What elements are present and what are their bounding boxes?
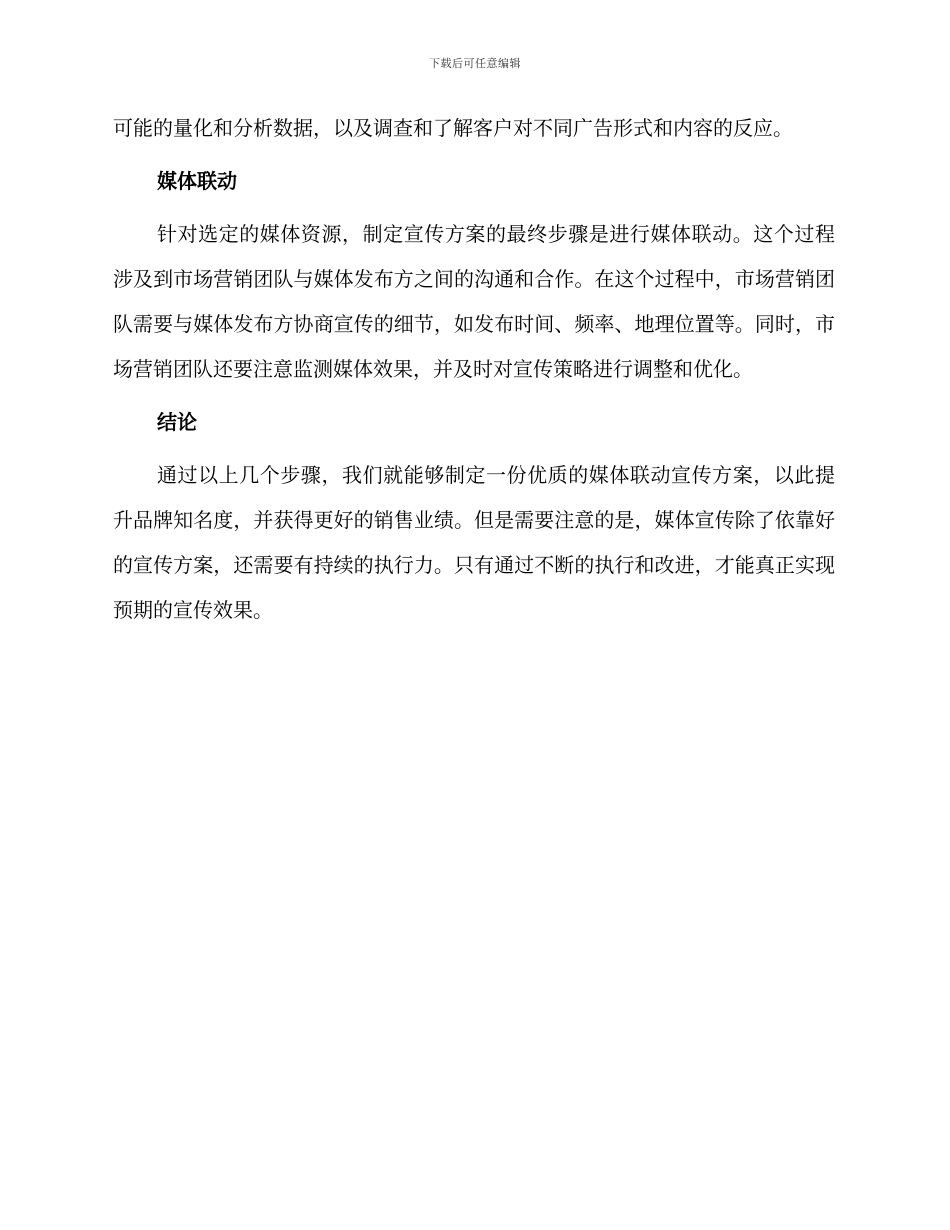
section-paragraph-conclusion: 通过以上几个步骤，我们就能够制定一份优质的媒体联动宣传方案，以此提升品牌知名度，并获得更好的销售业绩。但是需要注意的是，媒体宣传除了依靠好的宣传方案，还需要有持续的执行力。只有通过不断的执行和改进，才能真正实现预期的宣传效果。	[113, 463, 835, 622]
section-heading-conclusion: 结论	[157, 410, 197, 434]
section-paragraph-media-linkage: 针对选定的媒体资源，制定宣传方案的最终步骤是进行媒体联动。这个过程涉及到市场营销团队与媒体发布方之间的沟通和合作。在这个过程中，市场营销团队需要与媒体发布方协商宣传的细节，如发布时间、频率、地理位置等。同时，市场营销团队还要注意监测媒体效果，并及时对宣传策略进行调整和优化。	[113, 222, 835, 381]
intro-paragraph: 可能的量化和分析数据，以及调查和了解客户对不同广告形式和内容的反应。	[113, 116, 793, 140]
section-heading-media-linkage: 媒体联动	[157, 169, 237, 193]
page-header-note: 下载后可任意编辑	[429, 57, 521, 70]
document-body	[113, 106, 835, 633]
